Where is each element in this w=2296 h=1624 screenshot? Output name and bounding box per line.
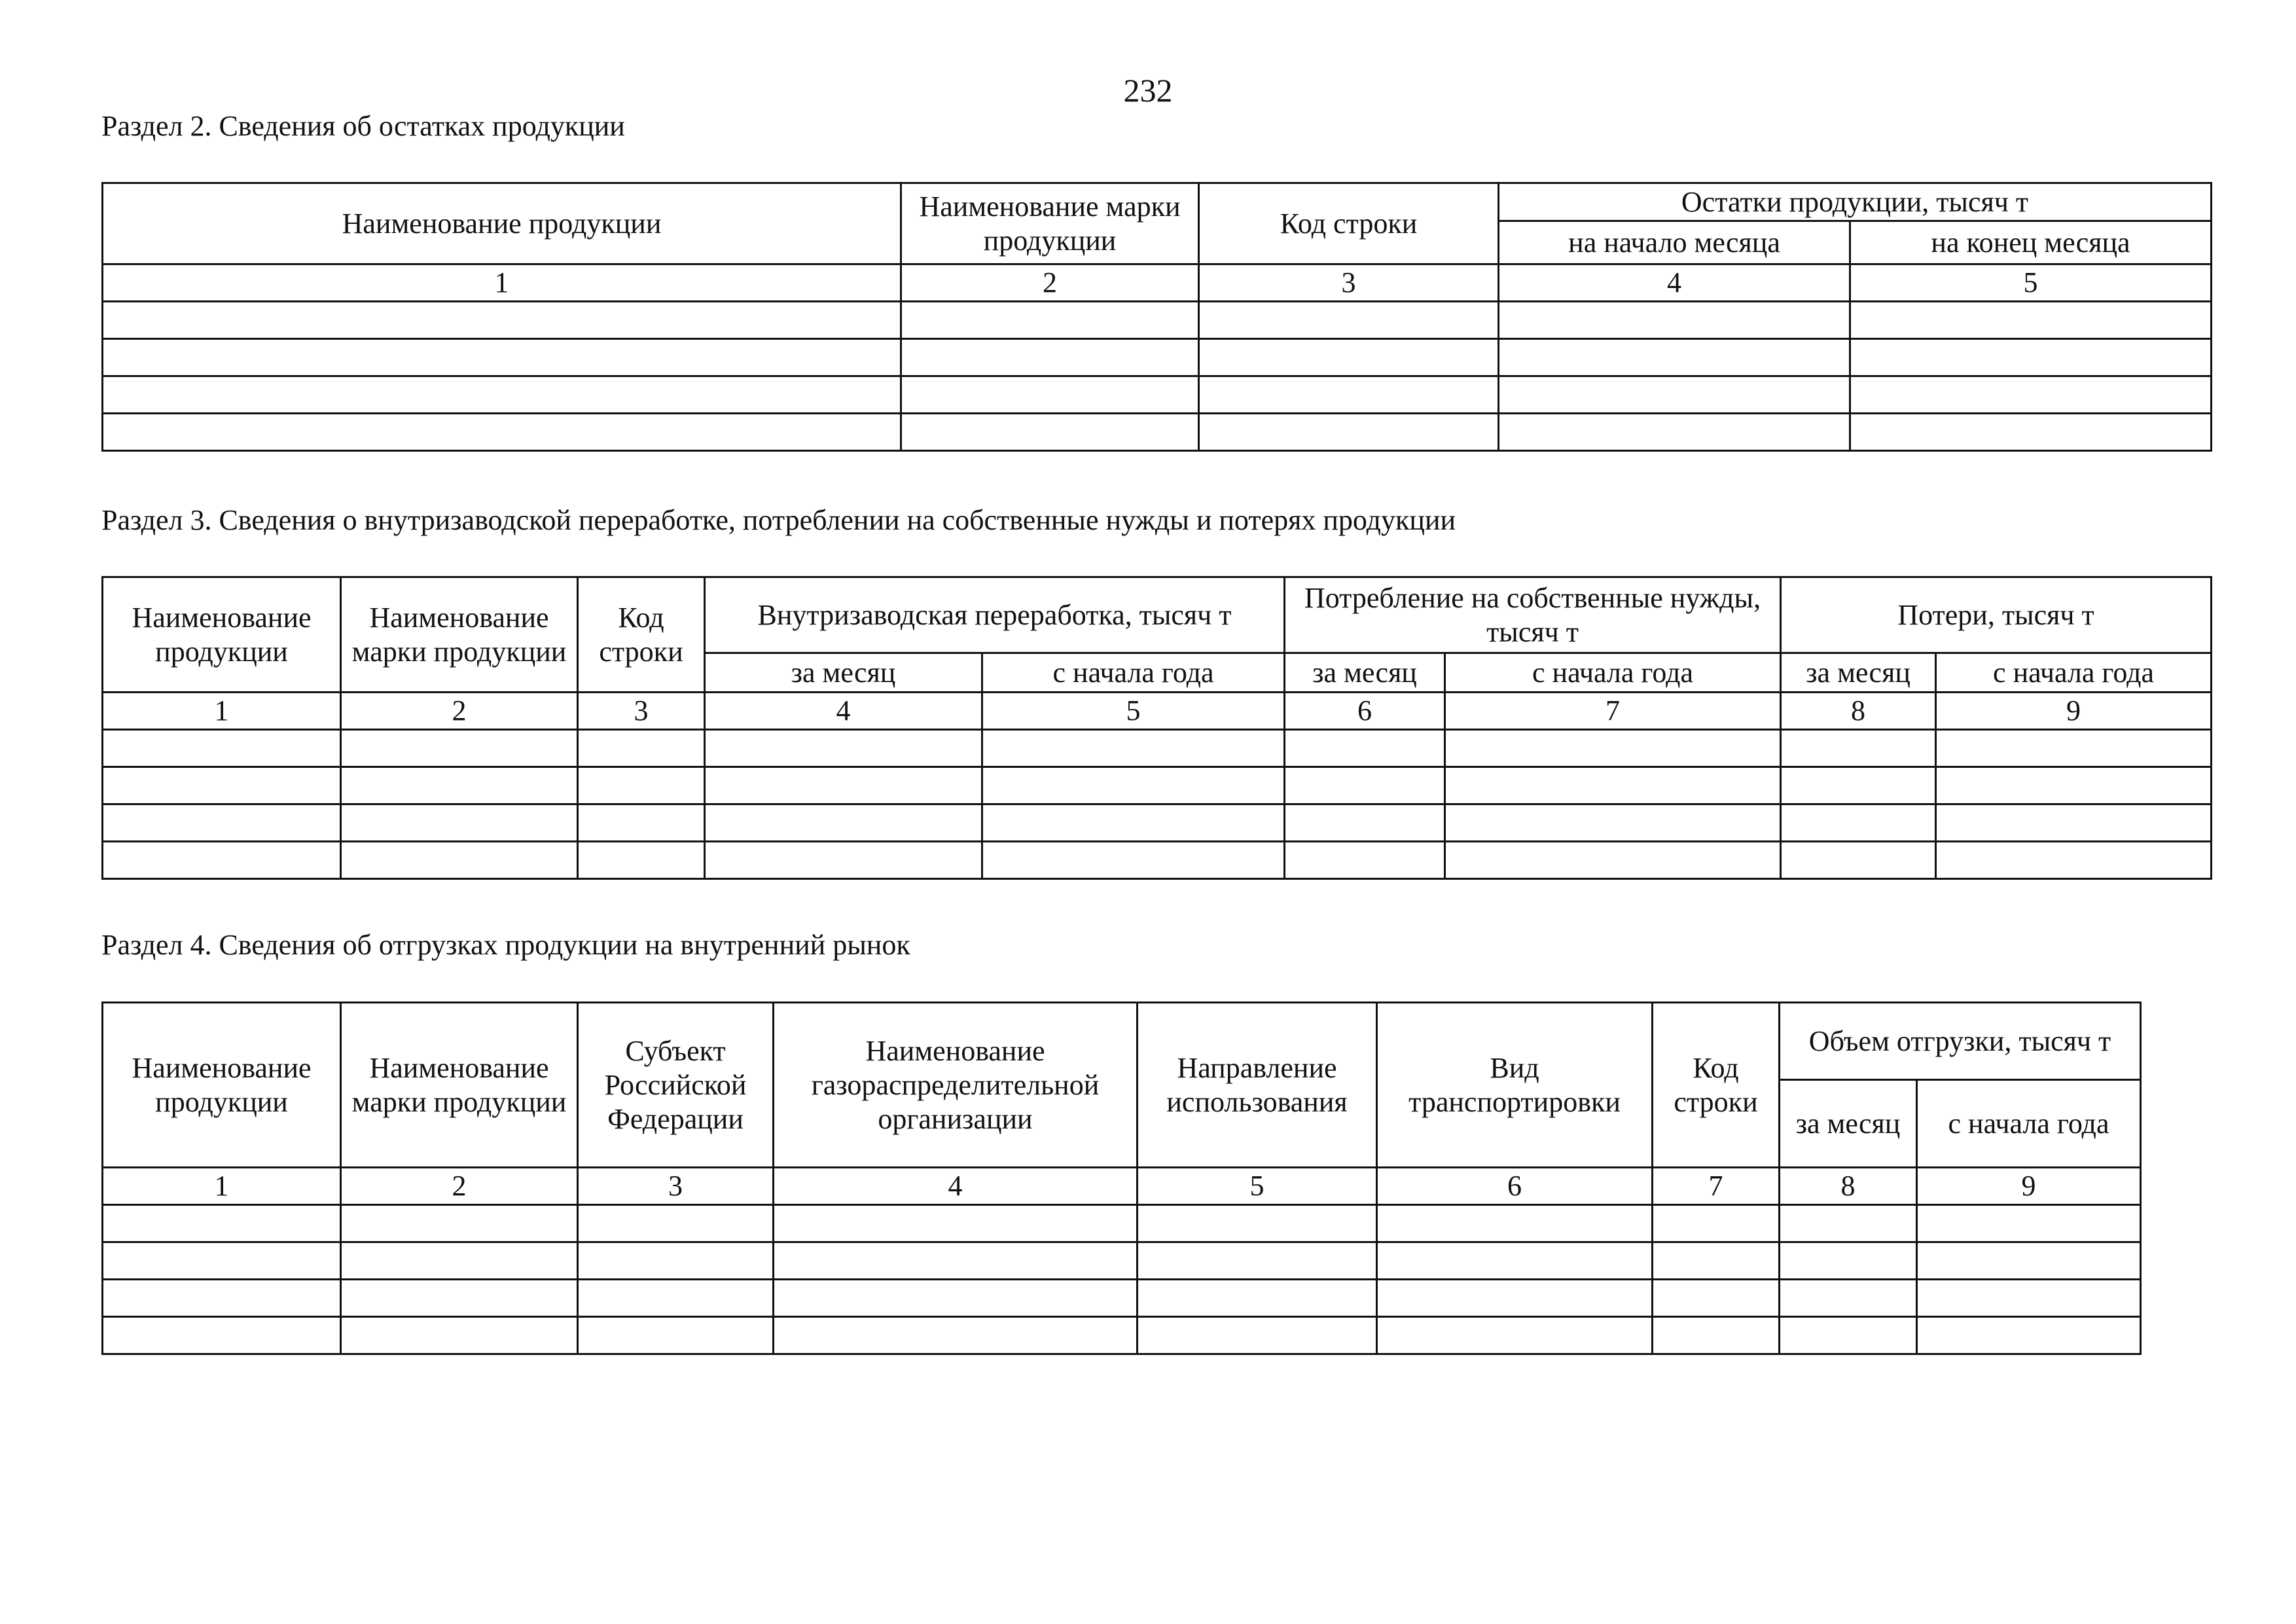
input-cell[interactable] [1936,730,2212,767]
column-number: 5 [1138,1168,1377,1205]
table-header-row [103,1003,2141,1080]
input-cell[interactable] [578,767,705,804]
table-row [103,376,2212,414]
section-3-title: Раздел 3. Сведения о внутризаводской переработке, потреблении на собственные нужды и потерях продукции [101,504,1456,536]
input-cell[interactable] [578,1242,774,1280]
input-cell[interactable] [341,1205,578,1242]
header-line-code: Код строки [1653,1003,1780,1168]
input-cell[interactable] [1917,1242,2141,1280]
input-cell[interactable] [341,767,578,804]
input-cell[interactable] [341,1280,578,1317]
header-gas-org: Наименование газораспределительной организации [774,1003,1138,1168]
header-per-month: за месяц [1780,1080,1917,1168]
input-cell[interactable] [982,730,1285,767]
input-cell[interactable] [1936,767,2212,804]
input-cell[interactable] [1780,1242,1917,1280]
input-cell[interactable] [578,730,705,767]
header-product-name: Наименование продукции [103,1003,341,1168]
input-cell[interactable] [1285,804,1445,842]
input-cell[interactable] [1445,730,1781,767]
input-cell[interactable] [1653,1205,1780,1242]
input-cell[interactable] [982,767,1285,804]
section-2-title: Раздел 2. Сведения об остатках продукции [101,110,625,142]
column-number: 2 [341,1168,578,1205]
input-cell[interactable] [1850,339,2212,376]
input-cell[interactable] [1199,302,1499,339]
table-row [103,339,2212,376]
input-cell[interactable] [1850,414,2212,451]
input-cell[interactable] [1936,804,2212,842]
input-cell[interactable] [103,730,341,767]
table-row [103,1242,2141,1280]
input-cell[interactable] [1936,842,2212,879]
table-row [103,804,2212,842]
column-number-row [103,1168,2141,1205]
input-cell[interactable] [705,804,982,842]
input-cell[interactable] [341,842,578,879]
header-end-month: на конец месяца [1850,221,2212,264]
input-cell[interactable] [103,1242,341,1280]
column-number: 2 [901,264,1199,302]
input-cell[interactable] [1917,1205,2141,1242]
input-cell[interactable] [1445,767,1781,804]
table-row [103,730,2212,767]
input-cell[interactable] [1285,767,1445,804]
input-cell[interactable] [103,376,901,414]
input-cell[interactable] [901,302,1199,339]
input-cell[interactable] [1138,1205,1377,1242]
input-cell[interactable] [1780,1280,1917,1317]
input-cell[interactable] [1653,1280,1780,1317]
input-cell[interactable] [578,1205,774,1242]
column-number: 7 [1653,1168,1780,1205]
input-cell[interactable] [705,842,982,879]
header-start-month: на начало месяца [1499,221,1850,264]
input-cell[interactable] [1499,376,1850,414]
input-cell[interactable] [1445,842,1781,879]
header-own-needs: Потребление на собственные нужды, тысяч т [1285,577,1781,653]
header-brand-name: Наименование марки продукции [341,577,578,693]
header-per-month: за месяц [1781,653,1936,693]
input-cell[interactable] [1780,1317,1917,1354]
section-3-table [101,576,2212,880]
header-line-code: Код строки [1199,183,1499,264]
input-cell[interactable] [774,1280,1138,1317]
input-cell[interactable] [103,414,901,451]
column-number: 8 [1781,693,1936,730]
section-4-title: Раздел 4. Сведения об отгрузках продукции на внутренний рынок [101,929,910,961]
header-direction: Направление использования [1138,1003,1377,1168]
header-processing: Внутризаводская переработка, тысяч т [705,577,1285,653]
column-number: 6 [1377,1168,1653,1205]
input-cell[interactable] [1138,1317,1377,1354]
table-row [103,414,2212,451]
column-number: 7 [1445,693,1781,730]
input-cell[interactable] [1199,414,1499,451]
table-row [103,1317,2141,1354]
input-cell[interactable] [1917,1317,2141,1354]
table-row [103,842,2212,879]
input-cell[interactable] [103,1205,341,1242]
column-number: 2 [341,693,578,730]
input-cell[interactable] [1917,1280,2141,1317]
column-number: 1 [103,1168,341,1205]
table-row [103,1280,2141,1317]
table-header-row [103,183,2212,221]
input-cell[interactable] [103,339,901,376]
column-number-row [103,693,2212,730]
column-number: 9 [1917,1168,2141,1205]
table-row [103,767,2212,804]
header-volume: Объем отгрузки, тысяч т [1780,1003,2141,1080]
input-cell[interactable] [1138,1242,1377,1280]
input-cell[interactable] [1780,1205,1917,1242]
input-cell[interactable] [1445,804,1781,842]
input-cell[interactable] [1138,1280,1377,1317]
column-number: 5 [1850,264,2212,302]
input-cell[interactable] [705,767,982,804]
input-cell[interactable] [1653,1242,1780,1280]
input-cell[interactable] [103,804,341,842]
header-product-name: Наименование продукции [103,577,341,693]
input-cell[interactable] [1377,1205,1653,1242]
input-cell[interactable] [1499,414,1850,451]
input-cell[interactable] [103,767,341,804]
header-brand-name: Наименование марки продукции [901,183,1199,264]
column-number: 6 [1285,693,1445,730]
input-cell[interactable] [774,1242,1138,1280]
input-cell[interactable] [1499,339,1850,376]
input-cell[interactable] [774,1205,1138,1242]
header-from-year-start: с начала года [982,653,1285,693]
input-cell[interactable] [901,339,1199,376]
input-cell[interactable] [901,414,1199,451]
header-from-year-start: с начала года [1917,1080,2141,1168]
input-cell[interactable] [578,804,705,842]
input-cell[interactable] [341,730,578,767]
input-cell[interactable] [103,1280,341,1317]
input-cell[interactable] [901,376,1199,414]
input-cell[interactable] [341,804,578,842]
header-from-year-start: с начала года [1936,653,2212,693]
header-transport: Вид транспортировки [1377,1003,1653,1168]
column-number: 8 [1780,1168,1917,1205]
input-cell[interactable] [1653,1317,1780,1354]
input-cell[interactable] [1377,1242,1653,1280]
input-cell[interactable] [103,842,341,879]
header-per-month: за месяц [705,653,982,693]
column-number-row [103,264,2212,302]
table-header-row [103,577,2212,653]
input-cell[interactable] [1377,1280,1653,1317]
input-cell[interactable] [1285,730,1445,767]
header-product-name: Наименование продукции [103,183,901,264]
column-number: 3 [1199,264,1499,302]
column-number: 4 [705,693,982,730]
header-per-month: за месяц [1285,653,1445,693]
column-number: 4 [1499,264,1850,302]
input-cell[interactable] [1285,842,1445,879]
input-cell[interactable] [1377,1317,1653,1354]
section-2-table [101,182,2212,452]
input-cell[interactable] [1781,730,1936,767]
input-cell[interactable] [1781,804,1936,842]
input-cell[interactable] [1781,842,1936,879]
header-losses: Потери, тысяч т [1781,577,2212,653]
section-4-table [101,1001,2142,1355]
input-cell[interactable] [103,1317,341,1354]
input-cell[interactable] [774,1317,1138,1354]
input-cell[interactable] [1199,339,1499,376]
input-cell[interactable] [1850,376,2212,414]
header-subject: Субъект Российской Федерации [578,1003,774,1168]
column-number: 9 [1936,693,2212,730]
input-cell[interactable] [103,302,901,339]
input-cell[interactable] [982,804,1285,842]
input-cell[interactable] [1781,767,1936,804]
column-number: 4 [774,1168,1138,1205]
table-row [103,1205,2141,1242]
column-number: 1 [103,264,901,302]
column-number: 3 [578,693,705,730]
header-brand-name: Наименование марки продукции [341,1003,578,1168]
column-number: 3 [578,1168,774,1205]
input-cell[interactable] [982,842,1285,879]
input-cell[interactable] [578,842,705,879]
table-row [103,302,2212,339]
input-cell[interactable] [705,730,982,767]
column-number: 1 [103,693,341,730]
input-cell[interactable] [341,1317,578,1354]
header-remainders: Остатки продукции, тысяч т [1499,183,2212,221]
input-cell[interactable] [578,1280,774,1317]
input-cell[interactable] [1499,302,1850,339]
header-line-code: Код строки [578,577,705,693]
header-from-year-start: с начала года [1445,653,1781,693]
input-cell[interactable] [1850,302,2212,339]
page-number: 232 [1123,72,1173,109]
column-number: 5 [982,693,1285,730]
input-cell[interactable] [1199,376,1499,414]
input-cell[interactable] [578,1317,774,1354]
input-cell[interactable] [341,1242,578,1280]
